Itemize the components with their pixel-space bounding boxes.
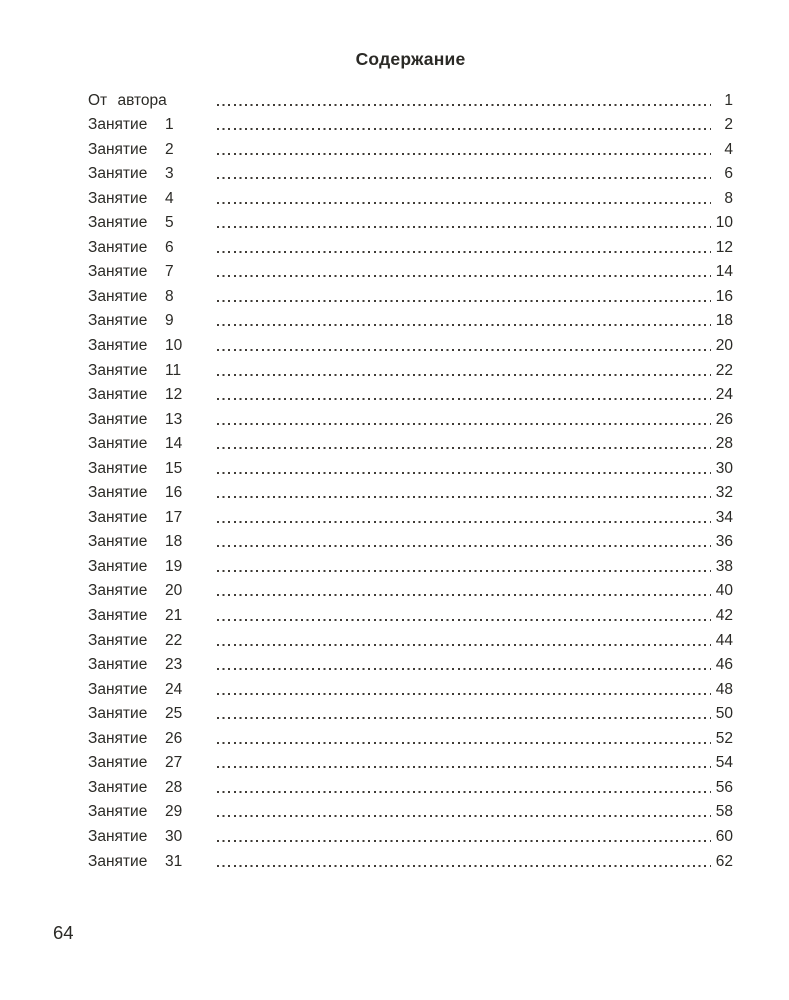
dot-leader — [217, 374, 711, 376]
toc-entry — [88, 208, 733, 233]
toc-entry-number: 6 — [165, 238, 174, 256]
toc-entry — [88, 404, 733, 429]
toc-entry-name: Занятие — [88, 557, 148, 575]
toc-entry — [88, 355, 733, 380]
toc-entry-name: Занятие — [88, 165, 148, 183]
toc-entry-number: 20 — [165, 582, 183, 600]
footer-page-number: 64 — [53, 922, 74, 943]
toc-entry-name: Занятие — [88, 607, 148, 625]
toc-entry-page-number: 44 — [715, 631, 733, 649]
toc-entry-label — [88, 262, 215, 281]
toc-entry-number: 18 — [165, 533, 183, 551]
toc-entry-number: 22 — [165, 631, 183, 649]
toc-entry-number: 28 — [165, 778, 183, 796]
toc-entry-number: 10 — [165, 337, 183, 355]
toc-entry-number: 9 — [165, 312, 174, 330]
toc-entry — [88, 110, 733, 135]
toc-entry-label — [88, 336, 215, 355]
toc-entry-number: 7 — [165, 263, 174, 281]
toc-entry — [88, 183, 733, 208]
toc-entry-label — [88, 655, 215, 674]
toc-entry-name: Занятие — [88, 754, 148, 772]
toc-entry-number: 26 — [165, 729, 183, 747]
toc-entry-label — [88, 827, 215, 846]
toc-entry-number: 2 — [165, 140, 174, 158]
toc-entry-label — [88, 361, 215, 380]
toc-entry-label — [88, 802, 215, 821]
dot-leader — [217, 644, 711, 646]
toc-entry — [88, 429, 733, 454]
toc-list — [88, 85, 733, 871]
dot-leader — [217, 865, 711, 867]
toc-entry-name: Занятие — [88, 631, 148, 649]
toc-entry-number: 30 — [165, 827, 183, 845]
dot-leader — [217, 300, 711, 302]
toc-entry-page-number: 30 — [715, 459, 733, 477]
toc-entry-page-number: 58 — [715, 803, 733, 821]
toc-entry-name: Занятие — [88, 214, 148, 232]
toc-entry-label — [88, 532, 215, 551]
toc-entry-page-number: 6 — [724, 165, 733, 183]
dot-leader — [217, 177, 711, 179]
toc-entry-name: Занятие — [88, 705, 148, 723]
toc-entry-page-number: 62 — [715, 852, 733, 870]
dot-leader — [217, 324, 711, 326]
toc-entry — [88, 797, 733, 822]
toc-entry-name: Занятие — [88, 484, 148, 502]
toc-entry-number: 21 — [165, 607, 183, 625]
toc-entry-label — [88, 753, 215, 772]
toc-entry-label — [88, 729, 215, 748]
dot-leader — [217, 398, 711, 400]
toc-entry-name: Занятие — [88, 729, 148, 747]
toc-entry-page-number: 12 — [715, 238, 733, 256]
toc-entry-number: 27 — [165, 754, 183, 772]
toc-entry-label — [88, 434, 215, 453]
dot-leader — [217, 447, 711, 449]
toc-entry-page-number: 10 — [715, 214, 733, 232]
toc-entry — [88, 723, 733, 748]
toc-entry-name: Занятие — [88, 508, 148, 526]
toc-entry-name: Занятие — [88, 116, 148, 134]
toc-entry-number: 5 — [165, 214, 174, 232]
toc-entry-name: Занятие — [88, 680, 148, 698]
toc-entry-page-number: 48 — [715, 680, 733, 698]
toc-entry-label — [88, 385, 215, 404]
toc-entry-number: 12 — [165, 386, 183, 404]
toc-entry-label — [88, 852, 215, 871]
toc-entry-page-number: 16 — [715, 287, 733, 305]
toc-entry-number: 24 — [165, 680, 183, 698]
dot-leader — [217, 521, 711, 523]
toc-entry-page-number: 8 — [724, 189, 733, 207]
toc-entry — [88, 478, 733, 503]
toc-entry-label — [88, 631, 215, 650]
toc-entry-number: 29 — [165, 803, 183, 821]
toc-entry-number: 14 — [165, 435, 183, 453]
toc-entry — [88, 85, 733, 110]
toc-entry-page-number: 34 — [715, 508, 733, 526]
toc-entry — [88, 257, 733, 282]
toc-entry-label — [88, 91, 215, 110]
dot-leader — [217, 717, 711, 719]
toc-entry-name: Занятие — [88, 459, 148, 477]
toc-entry-page-number: 14 — [715, 263, 733, 281]
toc-page — [88, 0, 733, 871]
toc-entry-label — [88, 680, 215, 699]
toc-entry-number: 25 — [165, 705, 183, 723]
toc-entry-page-number: 1 — [724, 91, 733, 109]
toc-entry-number: 23 — [165, 656, 183, 674]
toc-entry-number: 3 — [165, 165, 174, 183]
dot-leader — [217, 766, 711, 768]
toc-entry — [88, 846, 733, 871]
toc-entry-name: Занятие — [88, 312, 148, 330]
toc-entry-page-number: 18 — [715, 312, 733, 330]
dot-leader — [217, 545, 711, 547]
toc-entry-page-number: 40 — [715, 582, 733, 600]
toc-entry — [88, 821, 733, 846]
dot-leader — [217, 619, 711, 621]
toc-entry-number: 11 — [165, 361, 182, 379]
toc-entry — [88, 159, 733, 184]
toc-entry-page-number: 32 — [715, 484, 733, 502]
toc-entry-page-number: 46 — [715, 656, 733, 674]
toc-entry-label — [88, 287, 215, 306]
toc-entry-name: Занятие — [88, 852, 148, 870]
toc-entry-page-number: 24 — [715, 386, 733, 404]
toc-entry-name: Занятие — [88, 263, 148, 281]
toc-entry-number: 13 — [165, 410, 183, 428]
toc-entry-label — [88, 213, 215, 232]
toc-entry — [88, 674, 733, 699]
toc-entry — [88, 551, 733, 576]
dot-leader — [217, 349, 711, 351]
dot-leader — [217, 840, 711, 842]
toc-entry-label — [88, 115, 215, 134]
toc-entry — [88, 330, 733, 355]
dot-leader — [217, 104, 711, 106]
dot-leader — [217, 791, 711, 793]
toc-entry-name: Занятие — [88, 238, 148, 256]
toc-entry-label — [88, 311, 215, 330]
dot-leader — [217, 496, 711, 498]
toc-entry-label — [88, 508, 215, 527]
toc-entry-page-number: 26 — [715, 410, 733, 428]
toc-entry-page-number: 22 — [715, 361, 733, 379]
toc-entry-name: Занятие — [88, 435, 148, 453]
toc-entry-name: Занятие — [88, 582, 148, 600]
toc-entry-page-number: 52 — [715, 729, 733, 747]
toc-entry-name: Занятие — [88, 533, 148, 551]
toc-entry-label — [88, 459, 215, 478]
toc-entry-page-number: 28 — [715, 435, 733, 453]
toc-entry — [88, 306, 733, 331]
dot-leader — [217, 153, 711, 155]
dot-leader — [217, 251, 711, 253]
toc-entry-page-number: 2 — [724, 116, 733, 134]
dot-leader — [217, 275, 711, 277]
toc-entry-number: 17 — [165, 508, 183, 526]
toc-entry-label — [88, 410, 215, 429]
toc-entry — [88, 699, 733, 724]
toc-entry-number: 4 — [165, 189, 174, 207]
toc-entry — [88, 600, 733, 625]
dot-leader — [217, 472, 711, 474]
toc-entry-name: Занятие — [88, 287, 148, 305]
toc-entry-label — [88, 581, 215, 600]
toc-entry-page-number: 36 — [715, 533, 733, 551]
toc-entry — [88, 502, 733, 527]
toc-entry-name: Занятие — [88, 778, 148, 796]
toc-entry — [88, 748, 733, 773]
toc-entry — [88, 650, 733, 675]
toc-entry-name: Занятие — [88, 386, 148, 404]
dot-leader — [217, 570, 711, 572]
toc-entry-page-number: 38 — [715, 557, 733, 575]
dot-leader — [217, 693, 711, 695]
toc-entry-label — [88, 238, 215, 257]
toc-entry-name: Занятие — [88, 656, 148, 674]
toc-entry-label — [88, 483, 215, 502]
toc-entry-label — [88, 164, 215, 183]
toc-entry — [88, 281, 733, 306]
toc-entry-name: Занятие — [88, 337, 148, 355]
dot-leader — [217, 202, 711, 204]
toc-entry-page-number: 4 — [724, 140, 733, 158]
toc-entry-number: 1 — [165, 116, 174, 134]
toc-entry — [88, 772, 733, 797]
dot-leader — [217, 815, 711, 817]
toc-entry — [88, 380, 733, 405]
toc-entry-page-number: 20 — [715, 337, 733, 355]
toc-entry-label — [88, 140, 215, 159]
toc-entry-page-number: 42 — [715, 607, 733, 625]
toc-entry-name: Занятие — [88, 140, 148, 158]
toc-entry-name: От автора — [88, 91, 167, 109]
toc-entry — [88, 576, 733, 601]
toc-entry-name: Занятие — [88, 189, 148, 207]
toc-entry-name: Занятие — [88, 803, 148, 821]
toc-entry-label — [88, 778, 215, 797]
toc-entry-number: 15 — [165, 459, 183, 477]
toc-entry — [88, 527, 733, 552]
toc-entry-page-number: 50 — [715, 705, 733, 723]
toc-entry-page-number: 54 — [715, 754, 733, 772]
toc-entry — [88, 134, 733, 159]
dot-leader — [217, 668, 711, 670]
toc-entry — [88, 453, 733, 478]
toc-entry — [88, 232, 733, 257]
toc-entry-name: Занятие — [88, 827, 148, 845]
toc-entry-name: Занятие — [88, 361, 148, 379]
toc-entry-number: 16 — [165, 484, 183, 502]
toc-entry-name: Занятие — [88, 410, 148, 428]
dot-leader — [217, 423, 711, 425]
page-title: Содержание — [355, 49, 466, 69]
toc-entry-label — [88, 557, 215, 576]
toc-entry-page-number: 60 — [715, 827, 733, 845]
toc-entry-label — [88, 189, 215, 208]
toc-entry-number: 31 — [165, 852, 183, 870]
toc-entry-number: 19 — [165, 557, 183, 575]
toc-entry-label — [88, 606, 215, 625]
dot-leader — [217, 226, 711, 228]
toc-entry — [88, 625, 733, 650]
dot-leader — [217, 742, 711, 744]
dot-leader — [217, 594, 711, 596]
toc-entry-page-number: 56 — [715, 778, 733, 796]
toc-entry-number: 8 — [165, 287, 174, 305]
toc-entry-label — [88, 704, 215, 723]
dot-leader — [217, 128, 711, 130]
